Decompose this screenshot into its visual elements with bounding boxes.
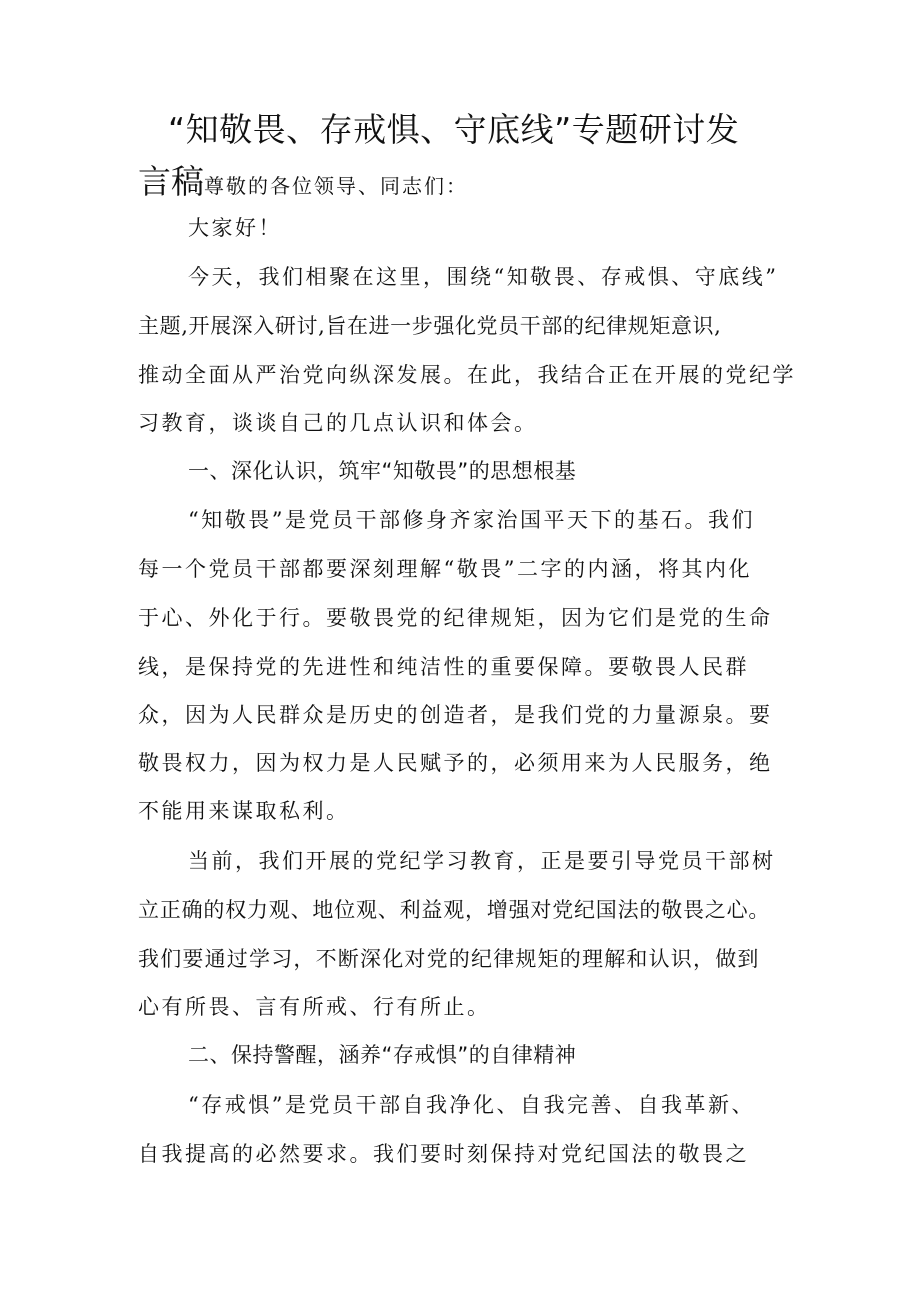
- paragraph-line: 不能用来谋取私利。: [138, 799, 350, 823]
- paragraph-line: 我们要通过学习，不断深化对党的纪律规矩的理解和认识，做到: [138, 947, 760, 971]
- intro-line: 推动全面从严治党向纵深发展。在此，我结合正在开展的党纪学: [138, 363, 796, 387]
- paragraph-line: 众，因为人民群众是历史的创造者，是我们党的力量源泉。要: [138, 703, 773, 727]
- section-heading-1: 一、深化认识，筑牢“知敬畏”的思想根基: [188, 459, 577, 483]
- paragraph-line: 自我提高的必然要求。我们要时刻保持对党纪国法的敬畏之: [138, 1142, 749, 1166]
- salutation: 尊敬的各位领导、同志们：: [204, 174, 468, 198]
- paragraph-line: 敬畏权力，因为权力是人民赋予的，必须用来为人民服务，绝: [138, 751, 773, 775]
- paragraph-line: 心有所畏、言有所戒、行有所止。: [138, 995, 491, 1019]
- document-title-end: 言稿: [138, 162, 204, 201]
- paragraph-line: 于心、外化于行。要敬畏党的纪律规矩，因为它们是党的生命: [138, 606, 773, 630]
- intro-line: 习教育，谈谈自己的几点认识和体会。: [138, 411, 538, 435]
- section-heading-2: 二、保持警醒，涵养“存戒惧”的自律精神: [188, 1043, 577, 1067]
- paragraph-line: 线，是保持党的先进性和纯洁性的重要保障。要敬畏人民群: [138, 655, 749, 679]
- paragraph-line: 立正确的权力观、地位观、利益观，增强对党纪国法的敬畏之心。: [138, 898, 771, 922]
- paragraph-line: 当前，我们开展的党纪学习教育，正是要引导党员干部树: [188, 849, 776, 873]
- intro-line: 主题,开展深入研讨,旨在进一步强化党员干部的纪律规矩意识,: [138, 314, 722, 338]
- paragraph-line: “知敬畏”是党员干部修身齐家治国平天下的基石。我们: [188, 508, 755, 532]
- document-title: “知敬畏、存戒惧、守底线”专题研讨发: [168, 110, 740, 149]
- intro-line: 今天，我们相聚在这里，围绕“知敬畏、存戒惧、守底线”: [188, 265, 779, 289]
- greeting: 大家好！: [188, 216, 282, 240]
- paragraph-line: 每一个党员干部都要深刻理解“敬畏”二字的内涵，将其内化: [138, 557, 752, 581]
- paragraph-line: “存戒惧”是党员干部自我净化、自我完善、自我革新、: [188, 1093, 755, 1117]
- title-continuation: [138, 162, 468, 202]
